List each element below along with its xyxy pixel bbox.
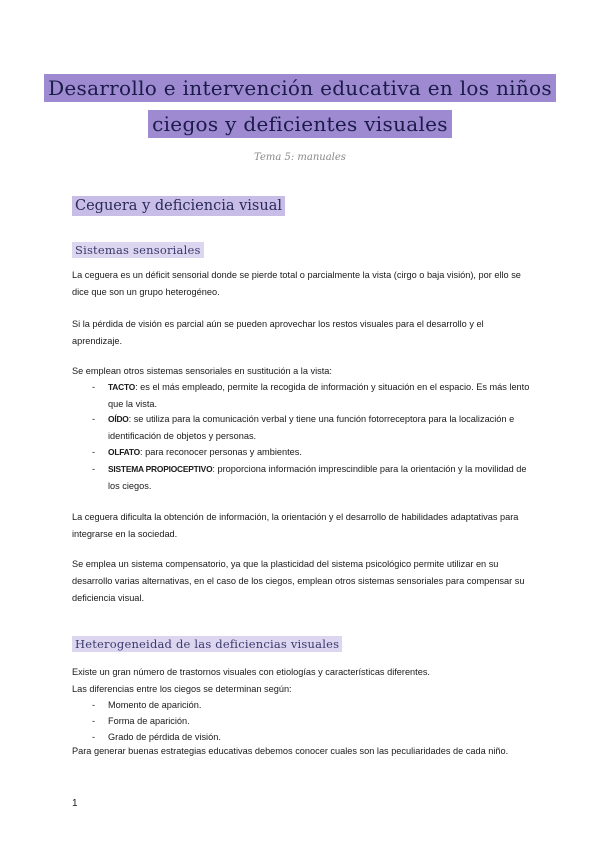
paragraph: Se emplean otros sistemas sensoriales en sustitución a la vista: bbox=[72, 366, 332, 376]
list-item bbox=[92, 411, 538, 445]
list-item bbox=[92, 444, 538, 461]
subsection-heading-heterogeneidad: Heterogeneidad de las deficiencias visuales bbox=[72, 636, 342, 652]
paragraph: La ceguera es un déficit sensorial donde se pierde total o parcialmente la vista (cirgo o baja visión), por ello se dice que son un grupo heterogéneo. bbox=[72, 270, 521, 297]
list-term: OÍDO bbox=[108, 414, 129, 424]
list-dash: - bbox=[92, 716, 96, 726]
list-item bbox=[92, 379, 538, 413]
list-term: TACTO bbox=[108, 382, 136, 392]
list-text: : para reconocer personas y ambientes. bbox=[140, 447, 302, 457]
paragraph: Existe un gran número de trastornos visuales con etiologías y características diferentes. bbox=[72, 667, 430, 677]
list-text: Grado de pérdida de visión. bbox=[108, 732, 221, 742]
list-item bbox=[92, 713, 538, 730]
list-text: : es el más empleado, permite la recogida de información y situación en el espacio. Es más lento que la vista. bbox=[108, 382, 530, 409]
page-title: Desarrollo e intervención educativa en los niños ciegos y deficientes visuales bbox=[44, 74, 556, 138]
page-number: 1 bbox=[72, 798, 78, 809]
list-dash: - bbox=[92, 447, 96, 457]
list-dash: - bbox=[92, 700, 96, 710]
list-item bbox=[92, 461, 538, 495]
paragraph: Para generar buenas estrategias educativas debemos conocer cuales son las peculiaridades de cada niño. bbox=[72, 746, 509, 756]
list-dash: - bbox=[92, 414, 96, 424]
list-text: : proporciona información imprescindible para la orientación y la movilidad de los ciegos. bbox=[108, 464, 527, 491]
list-term: SISTEMA PROPIOCEPTIVO bbox=[108, 464, 213, 474]
list-item bbox=[92, 697, 538, 714]
list-dash: - bbox=[92, 732, 96, 742]
page-subtitle: Tema 5: manuales bbox=[254, 152, 346, 163]
section-heading: Ceguera y deficiencia visual bbox=[72, 196, 285, 216]
paragraph: Si la pérdida de visión es parcial aún se pueden aprovechar los restos visuales para el desarrollo y el aprendizaje. bbox=[72, 319, 484, 346]
paragraph: Las diferencias entre los ciegos se determinan según: bbox=[72, 684, 292, 694]
list-term: OLFATO bbox=[108, 447, 140, 457]
list-dash: - bbox=[92, 464, 96, 474]
title-block bbox=[40, 70, 560, 142]
paragraph: La ceguera dificulta la obtención de información, la orientación y el desarrollo de habilidades adaptativas para integrarse en la sociedad. bbox=[72, 512, 519, 539]
paragraph: Se emplea un sistema compensatorio, ya que la plasticidad del sistema psicológico permite utilizar en su desarrollo varias alternativas, en el caso de los ciegos, emplean otros sistemas sensoriales para compensar su deficiencia visual. bbox=[72, 559, 525, 603]
list-text: Momento de aparición. bbox=[108, 700, 202, 710]
list-text: : se utiliza para la comunicación verbal y tiene una función fotorreceptora para la localización e identificación de objetos y personas. bbox=[108, 414, 515, 441]
subsection-heading-sistemas: Sistemas sensoriales bbox=[72, 242, 204, 258]
list-dash: - bbox=[92, 382, 96, 392]
list-text: Forma de aparición. bbox=[108, 716, 190, 726]
